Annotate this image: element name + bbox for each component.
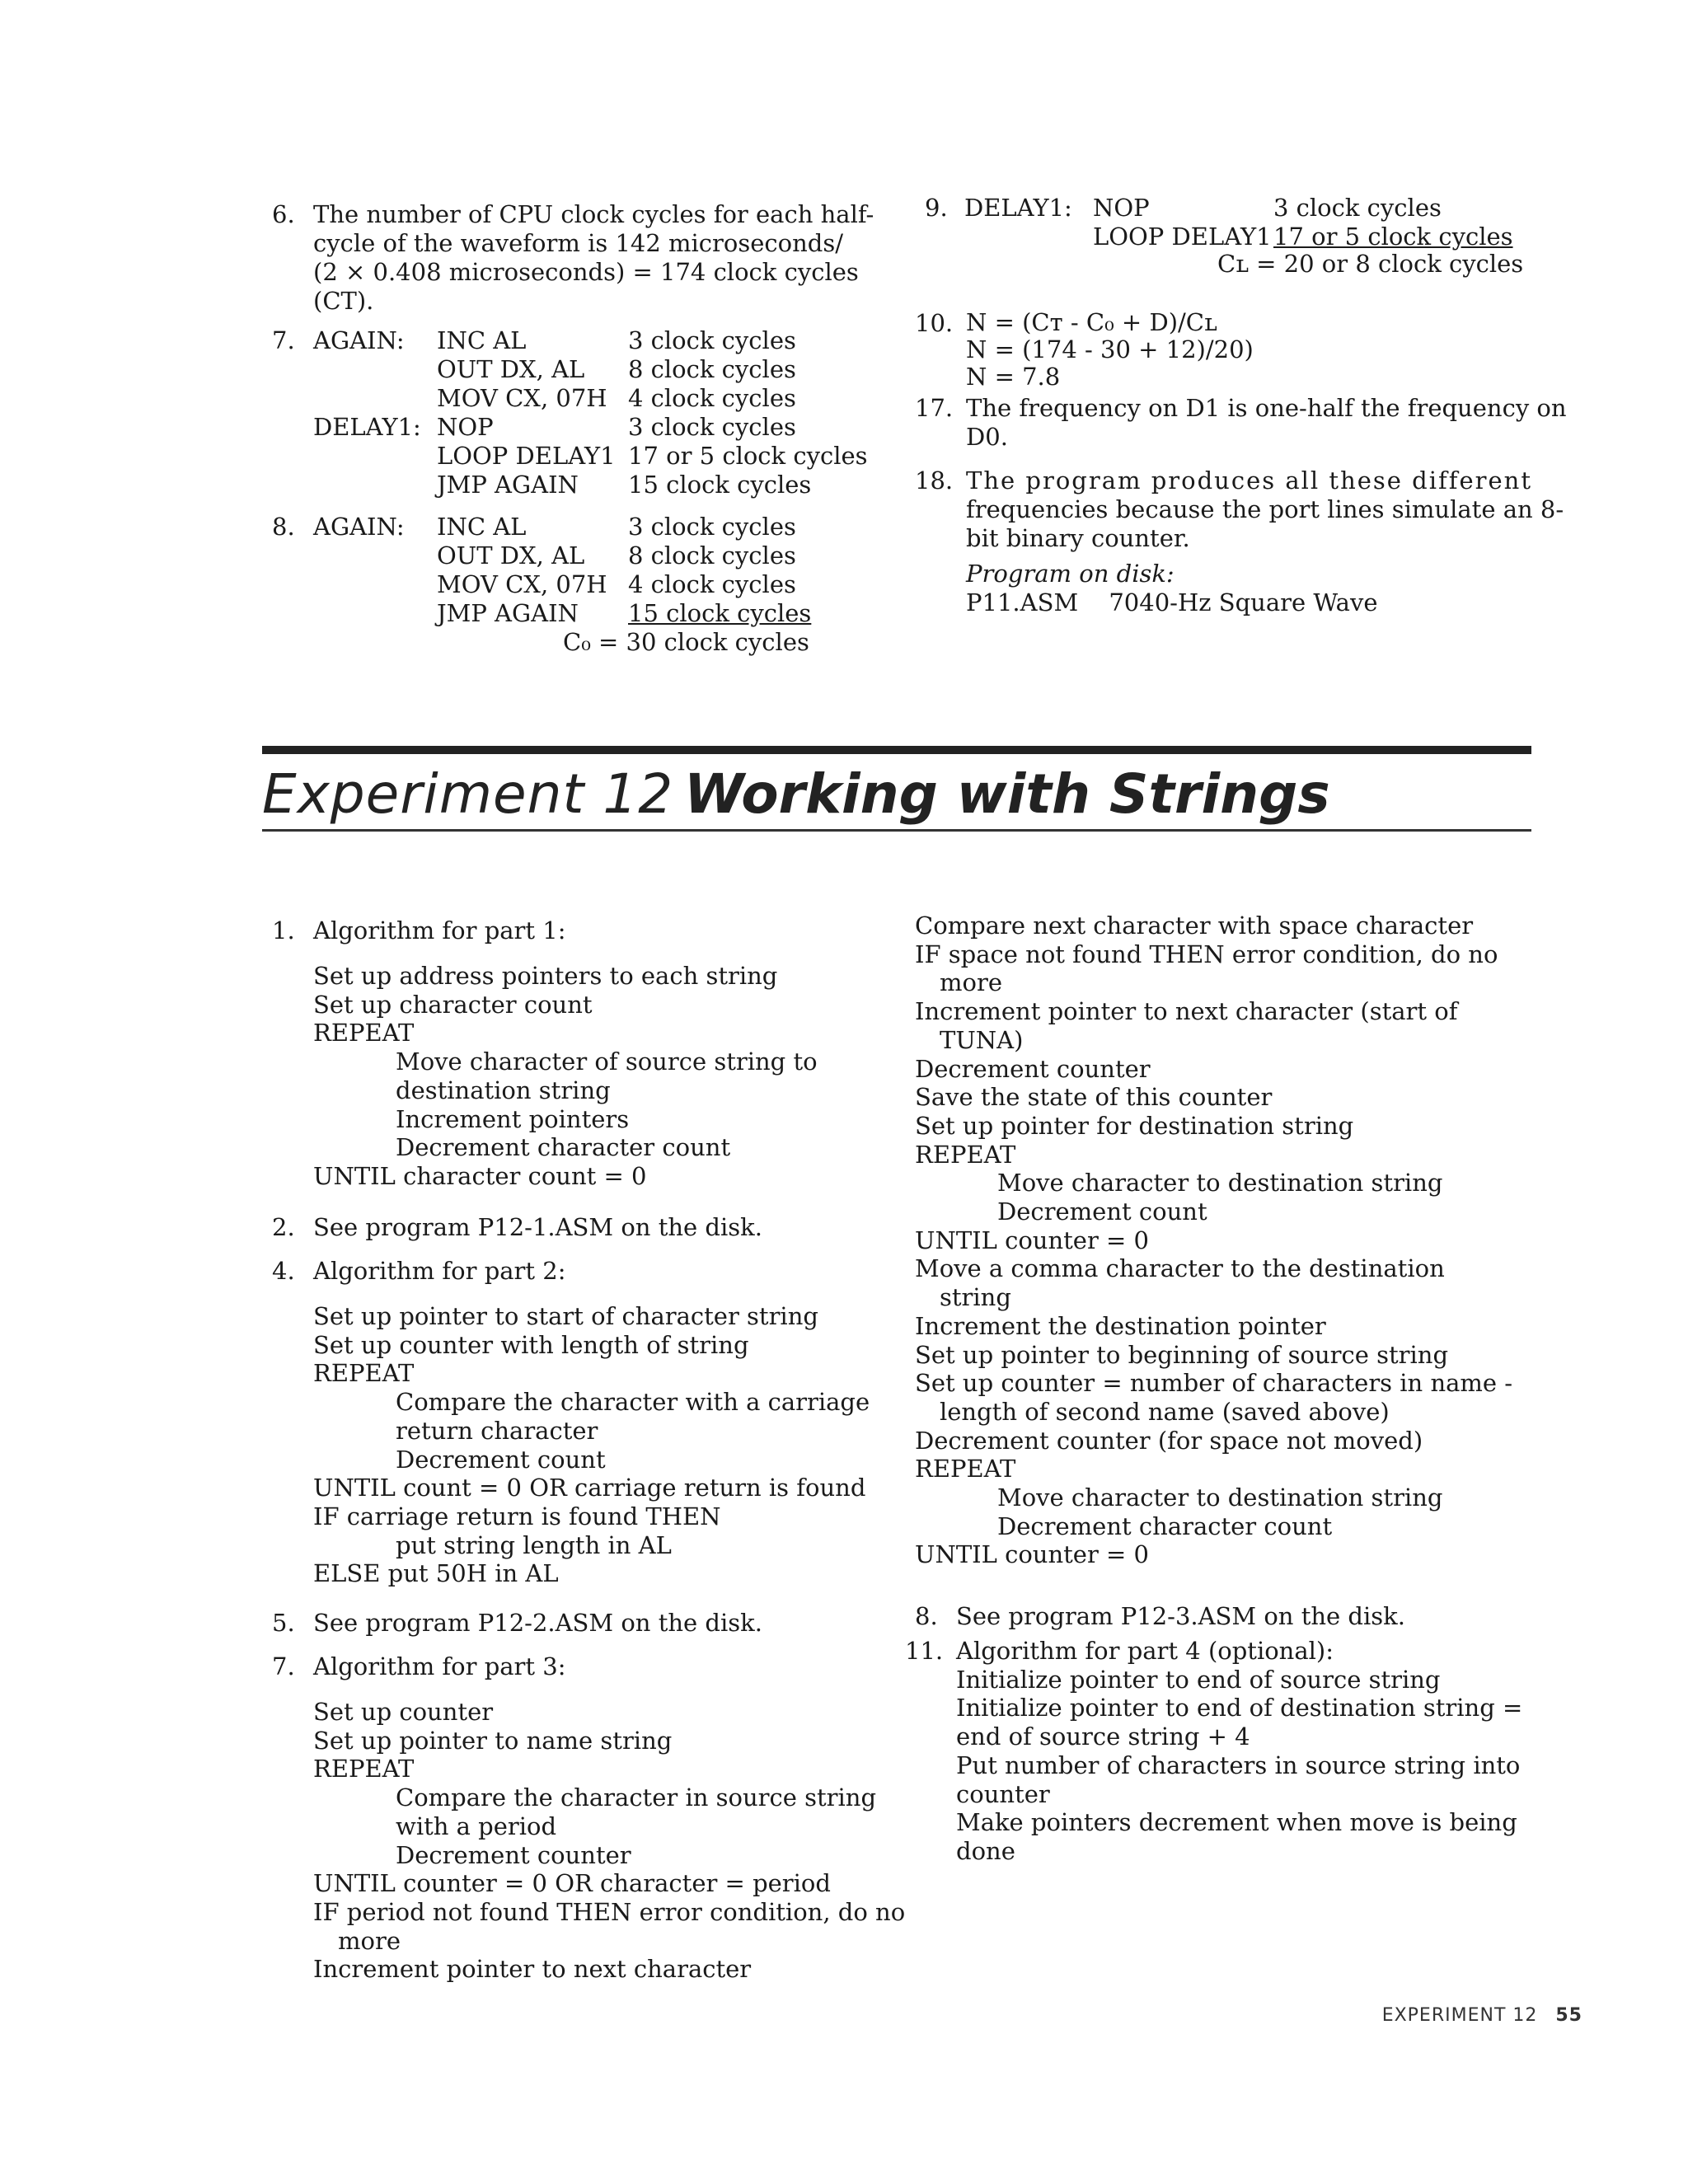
algorithm-line: UNTIL counter = 0 OR character = period <box>313 1869 831 1898</box>
algorithm-line: Increment the destination pointer <box>915 1311 1326 1340</box>
algorithm-line: Move character to destination string <box>997 1483 1443 1511</box>
algorithm-line: REPEAT <box>915 1455 1016 1483</box>
algorithm-line: Decrement character count <box>997 1511 1333 1540</box>
algorithm-line: put string length in AL <box>396 1530 672 1559</box>
item-number: 11. <box>905 1637 944 1665</box>
algorithm-line: IF period not found THEN error condition, do no <box>313 1897 906 1926</box>
algorithm-line: REPEAT <box>313 1755 415 1783</box>
algorithm-line: Put number of characters in source string into <box>956 1750 1521 1779</box>
item-number: 4. <box>272 1257 295 1285</box>
algorithm-line: Initialize pointer to end of destination string = <box>956 1694 1523 1722</box>
item-number: 5. <box>272 1609 295 1637</box>
algorithm-line: Compare next character with space character <box>915 912 1474 940</box>
algorithm-line: Set up pointer for destination string <box>915 1111 1354 1140</box>
instruction-cell: MOV CX, 07H <box>437 384 607 412</box>
item-text: Algorithm for part 2: <box>313 1257 566 1285</box>
cycles: 17 or 5 clock cycles <box>1273 223 1513 251</box>
cycles-cell: 8 clock cycles <box>628 355 796 383</box>
algorithm-line: Increment pointers <box>396 1104 630 1133</box>
algorithm-line: more <box>940 968 1002 997</box>
page-footer <box>1382 2001 1582 2030</box>
item-number: 8. <box>272 513 295 541</box>
text-line: D0. <box>966 423 1008 451</box>
algorithm-line: REPEAT <box>915 1140 1016 1169</box>
algorithm-line: Set up pointer to beginning of source string <box>915 1340 1449 1369</box>
instruction-cell: OUT DX, AL <box>437 541 585 569</box>
item-number: 2. <box>272 1213 295 1241</box>
item-number: 1. <box>272 916 295 944</box>
algorithm-line: Decrement count <box>396 1445 606 1474</box>
instruction-cell: LOOP DELAY1 <box>437 442 616 470</box>
item-number: 9. <box>925 194 948 222</box>
algorithm-line: Compare the character in source string <box>396 1783 877 1812</box>
cycles-cell: 8 clock cycles <box>628 541 796 569</box>
text-line: The frequency on D1 is one-half the frequency on <box>966 394 1567 422</box>
algorithm-line: destination string <box>396 1076 611 1104</box>
instruction-cell: NOP <box>437 413 494 441</box>
label: DELAY1: <box>964 194 1072 222</box>
item-text: See program P12-1.ASM on the disk. <box>313 1213 762 1241</box>
algorithm-line: Decrement character count <box>396 1133 731 1162</box>
text-line: bit binary counter. <box>966 524 1190 552</box>
disk-desc: 7040-Hz Square Wave <box>1109 588 1378 616</box>
algorithm-line: UNTIL counter = 0 <box>915 1540 1150 1569</box>
instruction-cell: MOV CX, 07H <box>437 570 607 598</box>
experiment-title: Experiment 12 <box>262 762 674 826</box>
instruction-cell: INC AL <box>437 513 527 541</box>
label-cell: AGAIN: <box>313 513 405 541</box>
cycles-cell: 15 clock cycles <box>628 599 812 627</box>
algorithm-line: TUNA) <box>940 1025 1024 1054</box>
cycles-cell: 15 clock cycles <box>628 471 812 499</box>
item-text: Algorithm for part 3: <box>313 1652 566 1680</box>
item-number: 7. <box>272 326 295 354</box>
algorithm-line: Set up counter with length of string <box>313 1330 749 1359</box>
algorithm-line: Make pointers decrement when move is being <box>956 1808 1517 1837</box>
equation-line: N = 7.8 <box>966 363 1061 391</box>
instruction-cell: INC AL <box>437 326 527 354</box>
algorithm-line: IF space not found THEN error condition, do no <box>915 940 1498 968</box>
item-text: See program P12-3.ASM on the disk. <box>956 1602 1405 1630</box>
algorithm-line: Set up address pointers to each string <box>313 962 778 990</box>
disk-label: Program on disk: <box>966 560 1175 588</box>
algorithm-line: UNTIL count = 0 OR carriage return is found <box>313 1474 866 1502</box>
item-text: Algorithm for part 1: <box>313 916 566 944</box>
label-cell: DELAY1: <box>313 413 421 441</box>
equation-line: N = (174 - 30 + 12)/20) <box>966 335 1254 363</box>
total-line: Cʟ = 20 or 8 clock cycles <box>1217 250 1524 278</box>
algorithm-line: ELSE put 50H in AL <box>313 1559 559 1588</box>
algorithm-line: more <box>338 1926 401 1955</box>
algorithm-line: Move a comma character to the destination <box>915 1254 1445 1283</box>
algorithm-line: Move character to destination string <box>997 1169 1443 1197</box>
algorithm-line: counter <box>956 1779 1050 1808</box>
algorithm-line: Set up pointer to start of character string <box>313 1302 818 1330</box>
algorithm-line: Decrement counter (for space not moved) <box>915 1426 1423 1455</box>
text-line: (2 × 0.408 microseconds) = 174 clock cycles <box>313 258 859 286</box>
algorithm-line: Set up character count <box>313 990 593 1019</box>
cycles-cell: 17 or 5 clock cycles <box>628 442 868 470</box>
cycles-cell: 4 clock cycles <box>628 570 796 598</box>
algorithm-line: Algorithm for part 4 (optional): <box>956 1637 1334 1665</box>
item-number: 10. <box>915 309 954 337</box>
section-underline <box>262 829 1531 832</box>
text-line: The number of CPU clock cycles for each half- <box>313 200 874 228</box>
algorithm-line: Increment pointer to next character <box>313 1955 752 1984</box>
label-cell: AGAIN: <box>313 326 405 354</box>
algorithm-line: REPEAT <box>313 1019 415 1047</box>
page-number: 55 <box>1555 2005 1582 2026</box>
instr: NOP <box>1093 194 1150 222</box>
algorithm-line: Decrement counter <box>396 1840 631 1869</box>
algorithm-line: done <box>956 1836 1015 1865</box>
cycles-cell: 3 clock cycles <box>628 413 796 441</box>
disk-file: P11.ASM <box>966 588 1079 616</box>
algorithm-line: return character <box>396 1416 598 1445</box>
text-line: (CT). <box>313 287 374 315</box>
algorithm-line: with a period <box>396 1811 557 1840</box>
text-line: cycle of the waveform is 142 microseconds/ <box>313 229 843 257</box>
section-rule <box>262 746 1531 754</box>
text-line: The program produces all these different <box>966 466 1532 494</box>
cycles-cell: 3 clock cycles <box>628 326 796 354</box>
text-line: frequencies because the port lines simulate an 8- <box>966 495 1564 523</box>
algorithm-line: IF carriage return is found THEN <box>313 1502 721 1530</box>
algorithm-line: Increment pointer to next character (start of <box>915 997 1458 1026</box>
item-number: 7. <box>272 1652 295 1680</box>
instruction-cell: JMP AGAIN <box>437 599 579 627</box>
algorithm-line: Set up counter <box>313 1698 494 1726</box>
cycles-cell: 4 clock cycles <box>628 384 796 412</box>
item-text: See program P12-2.ASM on the disk. <box>313 1609 762 1637</box>
instr: LOOP DELAY1 <box>1093 223 1272 251</box>
algorithm-line: end of source string + 4 <box>956 1722 1250 1751</box>
equation-line: N = (Cᴛ - C₀ + D)/Cʟ <box>966 308 1217 336</box>
algorithm-line: UNTIL character count = 0 <box>313 1161 647 1190</box>
instruction-cell: OUT DX, AL <box>437 355 585 383</box>
total-line: C₀ = 30 clock cycles <box>563 628 809 656</box>
algorithm-line: Initialize pointer to end of source string <box>956 1665 1441 1694</box>
algorithm-line: Decrement counter <box>915 1054 1151 1083</box>
experiment-name: Working with Strings <box>684 762 1330 826</box>
algorithm-line: REPEAT <box>313 1359 415 1388</box>
algorithm-line: Set up counter = number of characters in name - <box>915 1369 1513 1398</box>
cycles-cell: 3 clock cycles <box>628 513 796 541</box>
item-number: 17. <box>915 394 954 422</box>
item-number: 18. <box>915 466 954 494</box>
algorithm-line: UNTIL counter = 0 <box>915 1226 1150 1254</box>
item-number: 6. <box>272 200 295 228</box>
instruction-cell: JMP AGAIN <box>437 471 579 499</box>
algorithm-line: length of second name (saved above) <box>940 1397 1390 1426</box>
cycles: 3 clock cycles <box>1273 194 1442 222</box>
algorithm-line: string <box>940 1283 1011 1312</box>
algorithm-line: Set up pointer to name string <box>313 1726 673 1755</box>
algorithm-line: Move character of source string to <box>396 1047 818 1076</box>
item-number: 8. <box>915 1602 938 1630</box>
algorithm-line: Compare the character with a carriage <box>396 1388 870 1417</box>
algorithm-line: Decrement count <box>997 1197 1207 1226</box>
algorithm-line: Save the state of this counter <box>915 1083 1273 1112</box>
footer-label: EXPERIMENT 12 <box>1381 2005 1538 2026</box>
